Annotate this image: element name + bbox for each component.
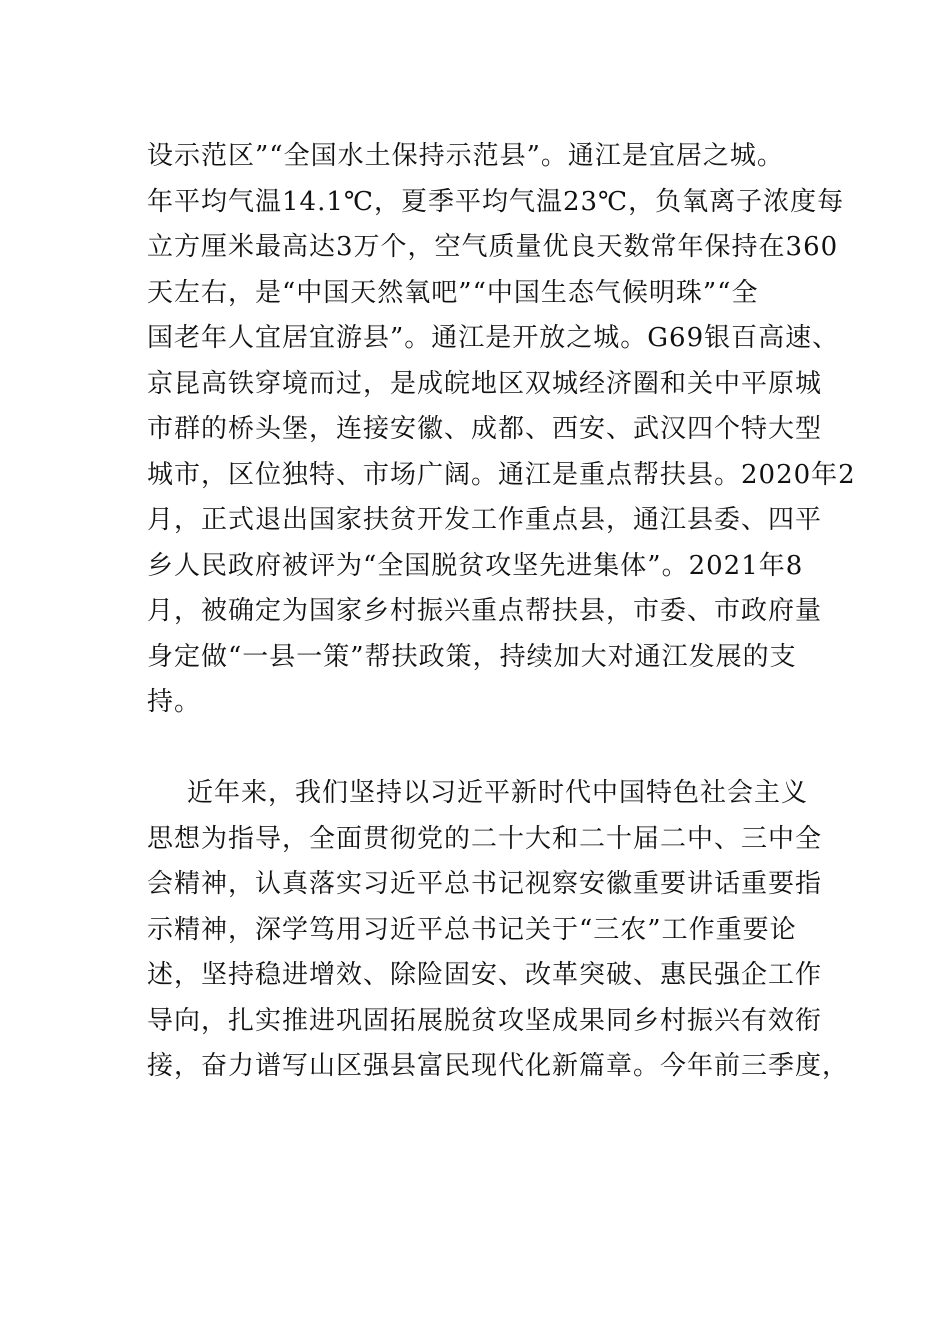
text-line: 思想为指导，全面贯彻党的二十大和二十届二中、三中全 <box>147 823 823 854</box>
text-line: 京昆高铁穿境而过，是成皖地区双城经济圈和关中平原城 <box>147 368 823 399</box>
document-body <box>147 134 856 1090</box>
text-line: 天左右，是“中国天然氧吧”“中国生态气候明珠”“全 <box>147 277 759 308</box>
text-line: 立方厘米最高达3万个，空气质量优良天数常年保持在360 <box>147 232 839 262</box>
text-line: 接，奋力谱写山区强县富民现代化新篇章。今年前三季度， <box>147 1051 850 1081</box>
paragraph-spacer <box>147 726 827 772</box>
text-line: 乡人民政府被评为“全国脱贫攻坚先进集体”。2021年8 <box>147 550 804 581</box>
text-line: 国老年人宜居宜游县”。通江是开放之城。G69银百高速、 <box>147 323 840 353</box>
text-line: 示精神，深学笃用习近平总书记关于“三农”工作重要论 <box>147 914 797 945</box>
text-line: 设示范区”“全国水土保持示范县”。通江是宜居之城。 <box>147 141 784 171</box>
text-line: 近年来，我们坚持以习近平新时代中国特色社会主义 <box>187 778 809 808</box>
text-line: 会精神，认真落实习近平总书记视察安徽重要讲话重要指 <box>147 869 823 899</box>
text-line: 年平均气温14.1℃，夏季平均气温23℃，负氧离子浓度每 <box>147 186 845 217</box>
text-line: 述，坚持稳进增效、除险固安、改革突破、惠民强企工作 <box>147 960 823 990</box>
text-line: 月，正式退出国家扶贫开发工作重点县，通江县委、四平 <box>147 505 823 535</box>
text-line: 月，被确定为国家乡村振兴重点帮扶县，市委、市政府量 <box>147 596 823 626</box>
text-line: 导向，扎实推进巩固拓展脱贫攻坚成果同乡村振兴有效衔 <box>147 1005 823 1036</box>
text-line: 城市，区位独特、市场广阔。通江是重点帮扶县。2020年2 <box>147 459 856 490</box>
text-line: 身定做“一县一策”帮扶政策，持续加大对通江发展的支 <box>147 641 797 672</box>
text-line: 市群的桥头堡，连接安徽、成都、西安、武汉四个特大型 <box>147 414 823 444</box>
text-line: 持。 <box>147 687 202 717</box>
